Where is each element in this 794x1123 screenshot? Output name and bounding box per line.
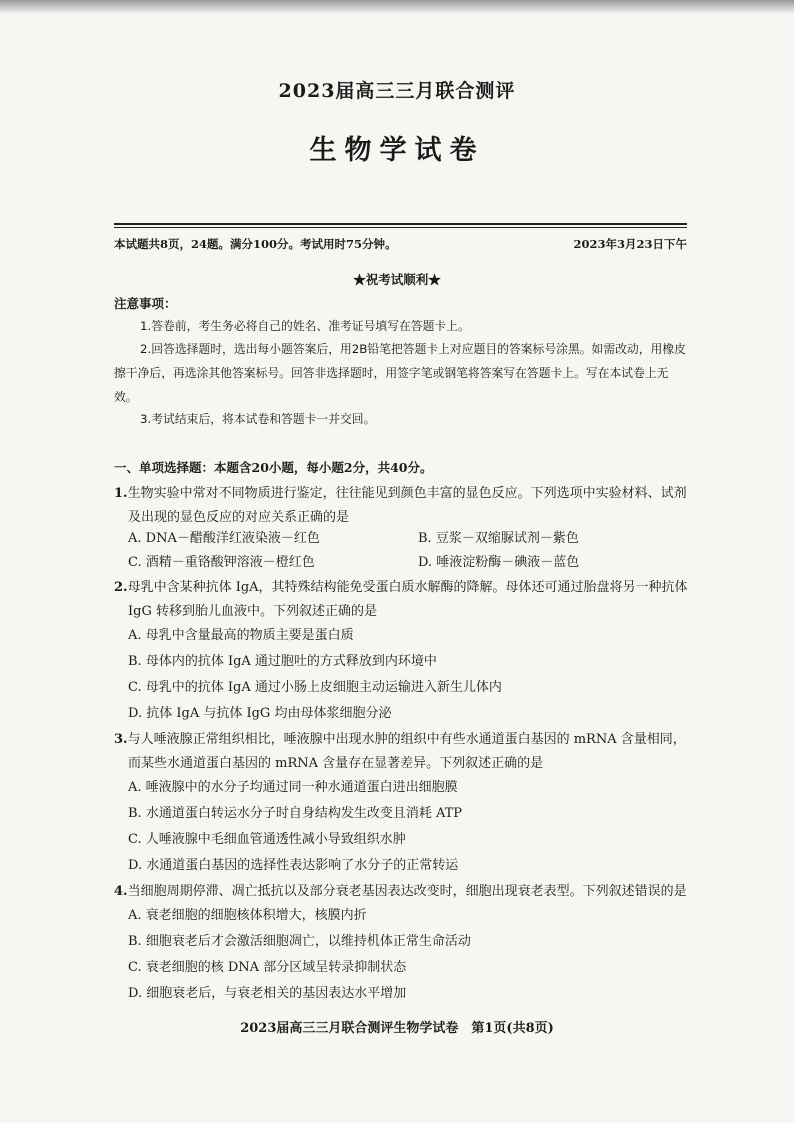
option-b: B. 豆浆－双缩脲试剂－紫色 [418,531,579,546]
subject-title: 生物学试卷 [309,135,485,166]
notes-heading: 注意事项： [114,296,177,311]
option-c: C. 衰老细胞的核 DNA 部分区域呈转录抑制状态 [128,960,407,975]
note-item: 1.答卷前，考生务必将自己的姓名、准考证号填写在答题卡上。 [140,319,470,333]
option-a: A. DNA－醋酸洋红液染液－红色 [128,531,320,546]
option-b: B. 母体内的抗体 IgA 通过胞吐的方式释放到内环境中 [128,654,437,669]
option-d: D. 唾液淀粉酶－碘液－蓝色 [418,555,580,570]
section-heading: 一、单项选择题：本题含20小题，每小题2分，共40分。 [114,460,433,475]
good-luck-line: ★祝考试顺利★ [353,272,441,287]
question-1 [114,482,694,530]
note-item: 2.回答选择题时，选出每小题答案后，用2B铅笔把答题卡上对应题目的答案标号涂黑。如需改动，用橡皮擦干净后，再选涂其他答案标号。回答非选择题时，用签字笔或钢笔将答案写在答题卡上。写在本试卷上无效。 [114,342,686,404]
question-number: 1. [114,486,128,501]
note-item: 3.考试结束后，将本试卷和答题卡一并交回。 [140,412,376,426]
question-2 [114,576,694,624]
header-rule [114,223,687,225]
question-4 [114,880,694,904]
option-d: D. 水通道蛋白基因的选择性表达影响了水分子的正常转运 [128,858,459,873]
exam-date: 2023年3月23日下午 [573,237,687,251]
question-stem: 与人唾液腺正常组织相比，唾液腺中出现水肿的组织中有些水通道蛋白基因的 mRNA 含量相同，而某些水通道蛋白基因的 mRNA 含量存在显著差异。下列叙述正确的是 [127,732,686,771]
header-rule-thin [114,227,687,228]
exam-title: 2023届高三三月联合测评 [278,80,516,102]
exam-info: 本试题共8页，24题。满分100分。考试用时75分钟。 [114,237,397,251]
question-number: 4. [114,884,128,899]
question-number: 2. [114,580,128,595]
option-a: A. 衰老细胞的细胞核体积增大，核膜内折 [128,908,367,923]
option-b: B. 细胞衰老后才会激活细胞凋亡，以维持机体正常生命活动 [128,934,471,949]
option-d: D. 细胞衰老后，与衰老相关的基因表达水平增加 [128,986,407,1001]
option-b: B. 水通道蛋白转运水分子时自身结构发生改变且消耗 ATP [128,806,463,821]
question-stem: 母乳中含某种抗体 IgA，其特殊结构能免受蛋白质水解酶的降解。母体还可通过胎盘将另一种抗体 IgG 转移到胎儿血液中。下列叙述正确的是 [127,580,688,619]
option-a: A. 唾液腺中的水分子均通过同一种水通道蛋白进出细胞膜 [128,780,458,795]
option-a: A. 母乳中含量最高的物质主要是蛋白质 [128,628,354,643]
option-c: C. 酒精－重铬酸钾溶液－橙红色 [128,555,315,570]
option-d: D. 抗体 IgA 与抗体 IgG 均由母体浆细胞分泌 [128,706,392,721]
option-c: C. 母乳中的抗体 IgA 通过小肠上皮细胞主动运输进入新生儿体内 [128,680,502,695]
option-c: C. 人唾液腺中毛细血管通透性减小导致组织水肿 [128,832,406,847]
question-3 [114,728,694,776]
question-stem: 当细胞周期停滞、凋亡抵抗以及部分衰老基因表达改变时，细胞出现衰老表型。下列叙述错误的是 [127,884,687,899]
scan-shadow [0,0,794,14]
question-stem: 生物实验中常对不同物质进行鉴定，往往能见到颜色丰富的显色反应。下列选项中实验材料、试剂及出现的显色反应的对应关系正确的是 [127,486,687,525]
page-footer: 2023届高三三月联合测评生物学试卷 第1页(共8页) [240,1021,554,1036]
question-number: 3. [114,732,128,747]
